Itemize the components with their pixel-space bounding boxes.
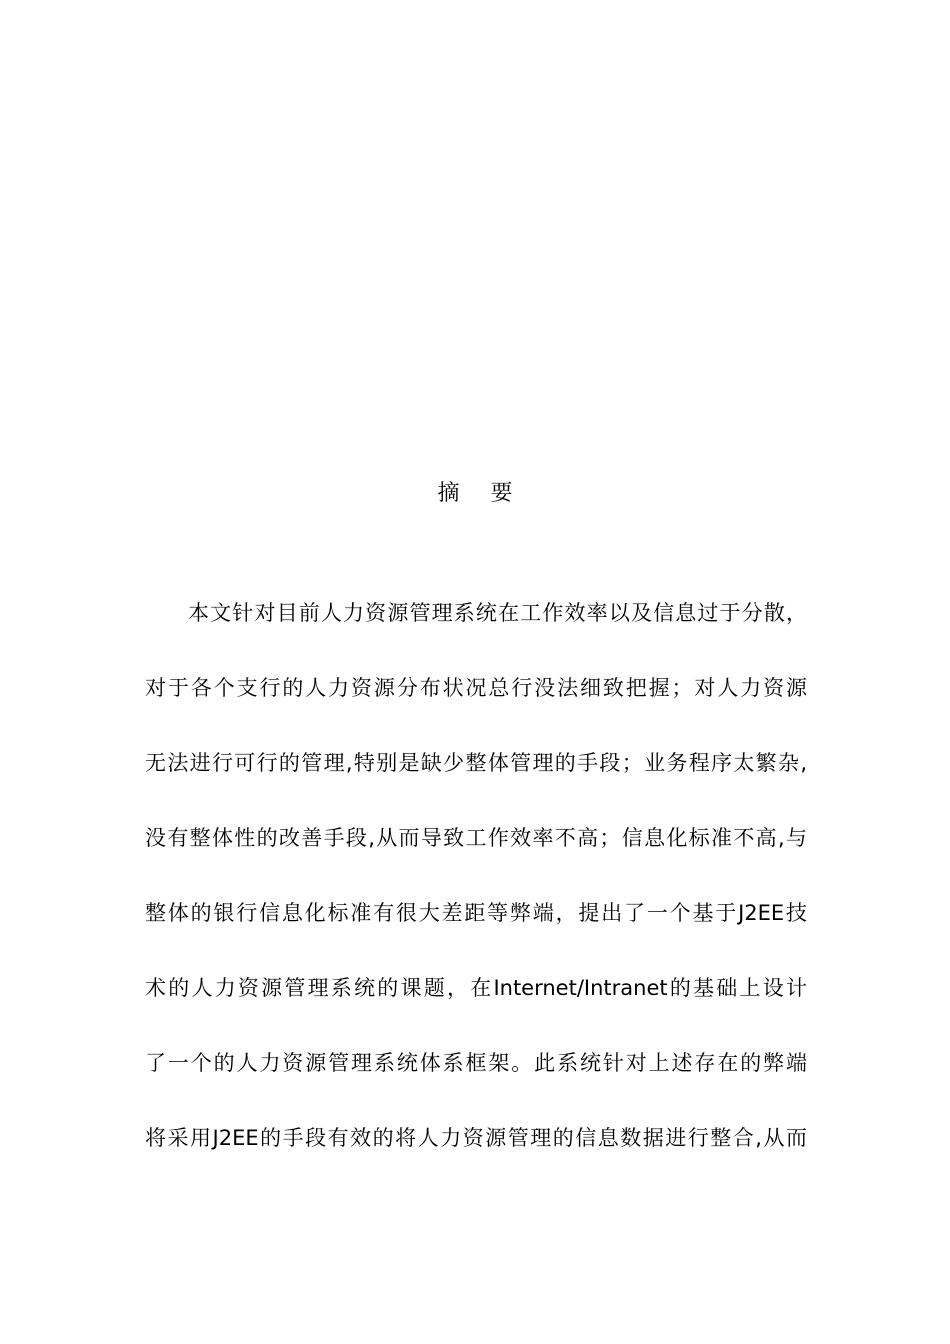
paragraph-line: 没有整体性的改善手段,从而导致工作效率不高；信息化标准不高,与 xyxy=(145,826,807,850)
paragraph-line: 对于各个支行的人力资源分布状况总行没法细致把握；对人力资源 xyxy=(145,676,807,700)
paragraph-line: 了一个的人力资源管理系统体系框架。此系统针对上述存在的弊端 xyxy=(145,1051,807,1075)
paragraph-line: 术的人力资源管理系统的课题，在Internet/Intranet的基础上设计 xyxy=(145,976,807,1000)
paragraph-line: 无法进行可行的管理,特别是缺少整体管理的手段；业务程序太繁杂, xyxy=(145,751,807,775)
abstract-title: 摘 要 xyxy=(437,481,525,506)
paragraph-line: 将采用J2EE的手段有效的将人力资源管理的信息数据进行整合,从而 xyxy=(145,1126,807,1150)
paragraph-line: 本文针对目前人力资源管理系统在工作效率以及信息过于分散， xyxy=(188,601,807,625)
abstract-body xyxy=(145,597,807,1197)
paragraph-line: 整体的银行信息化标准有很大差距等弊端，提出了一个基于J2EE技 xyxy=(145,901,807,925)
